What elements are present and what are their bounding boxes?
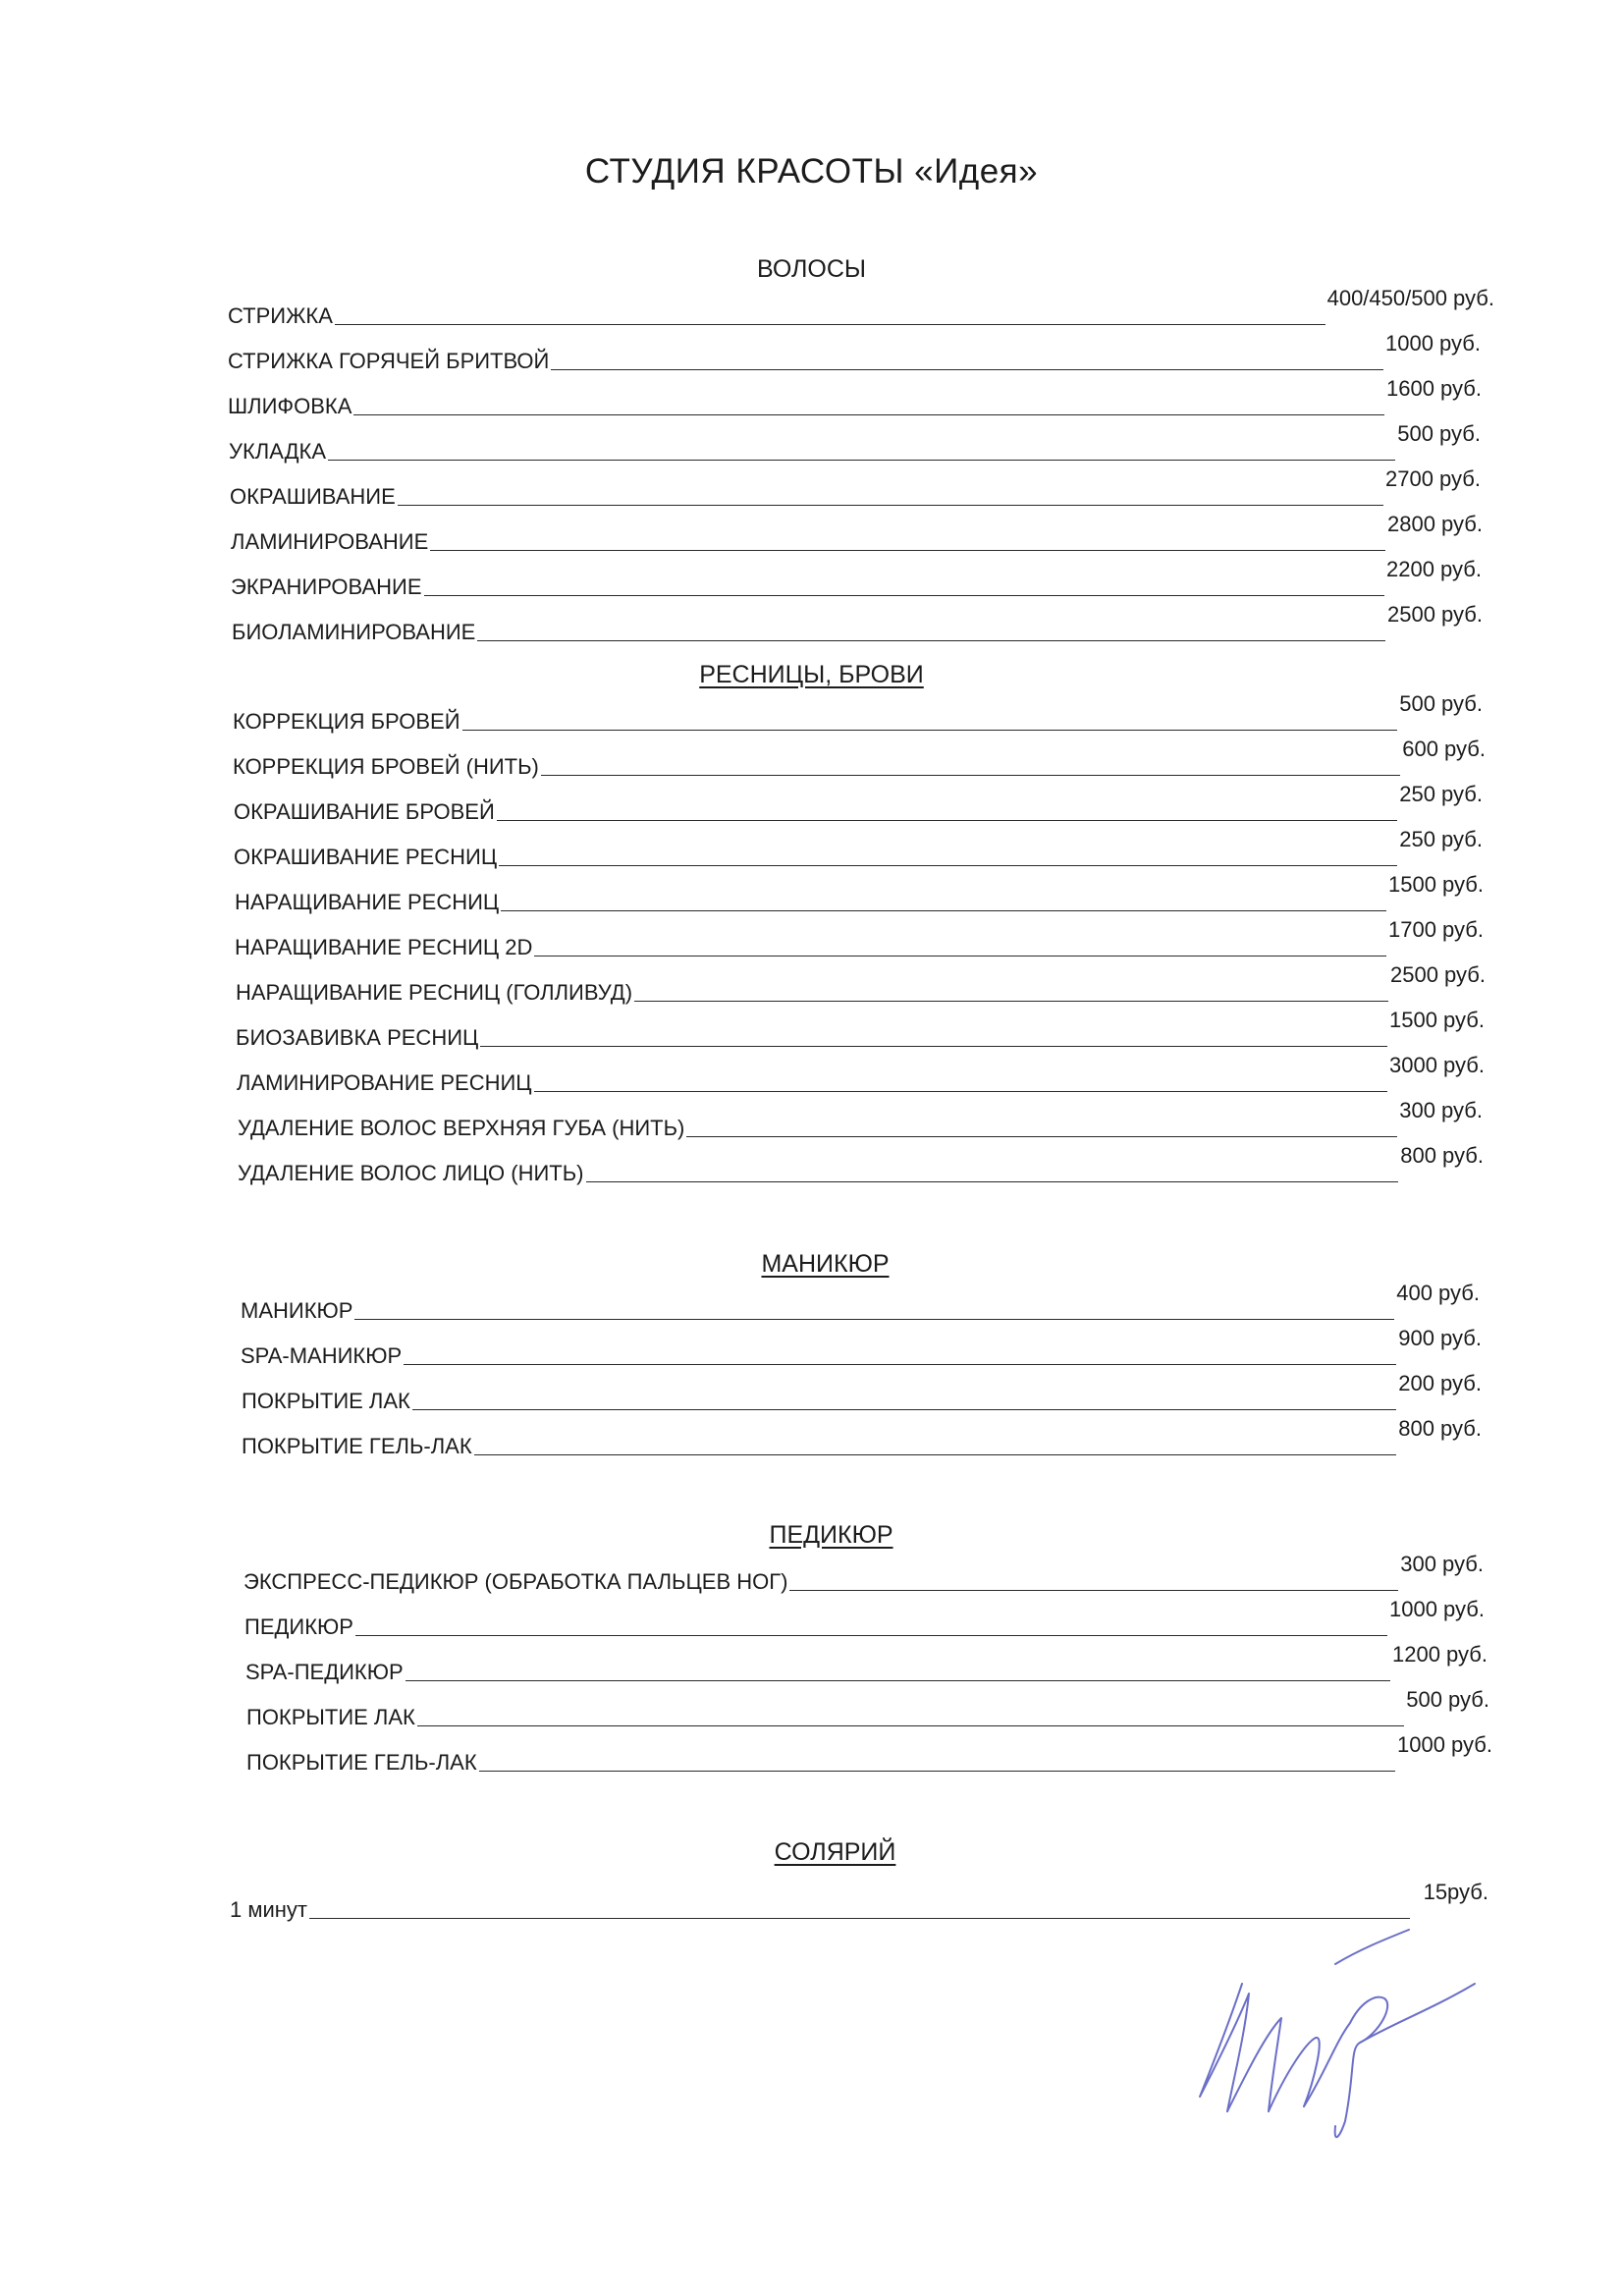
price-row [246, 1687, 1489, 1730]
service-name: ОКРАШИВАНИЕ БРОВЕЙ [234, 799, 495, 824]
price-row [233, 737, 1486, 780]
price-row [241, 1281, 1480, 1324]
leader-line [335, 324, 1325, 325]
signature-icon [1188, 1925, 1483, 2151]
service-name: ОКРАШИВАНИЕ [230, 484, 396, 509]
price-row [230, 466, 1481, 510]
section-heading-pedicure: ПЕДИКЮР [769, 1521, 893, 1549]
service-price: 2200 руб. [1385, 557, 1482, 581]
service-name: БИОЗАВИВКА РЕСНИЦ [236, 1025, 479, 1050]
service-name: МАНИКЮР [241, 1298, 353, 1323]
leader-line [789, 1590, 1398, 1591]
service-price: 1500 руб. [1388, 1008, 1485, 1032]
leader-line [406, 1680, 1390, 1681]
service-name: ПЕДИКЮР [244, 1614, 353, 1639]
price-row [234, 782, 1483, 825]
service-name: 1 минут [230, 1897, 307, 1922]
price-row [233, 691, 1483, 735]
price-row [246, 1732, 1492, 1776]
price-row [237, 1053, 1485, 1096]
section-heading-hair: ВОЛОСЫ [756, 255, 867, 283]
leader-line [328, 460, 1395, 461]
leader-line [501, 910, 1386, 911]
price-row [229, 421, 1481, 465]
leader-line [462, 730, 1398, 731]
service-name: ЛАМИНИРОВАНИЕ [231, 529, 429, 554]
service-name: УКЛАДКА [229, 439, 327, 464]
leader-line [534, 1091, 1387, 1092]
service-price: 1000 руб. [1384, 331, 1481, 355]
service-name: ЛАМИНИРОВАНИЕ РЕСНИЦ [237, 1070, 532, 1095]
price-row [245, 1642, 1488, 1685]
service-name: ПОКРЫТИЕ ГЕЛЬ-ЛАК [246, 1750, 477, 1775]
service-price: 1200 руб. [1391, 1642, 1488, 1667]
service-name: ОКРАШИВАНИЕ РЕСНИЦ [234, 845, 498, 869]
service-price: 200 руб. [1398, 1371, 1482, 1395]
service-price: 500 руб. [1397, 421, 1481, 446]
section-heading-solarium: СОЛЯРИЙ [774, 1838, 896, 1866]
leader-line [424, 595, 1384, 596]
service-price: 250 руб. [1399, 827, 1483, 851]
service-price: 15руб. [1423, 1880, 1488, 1904]
leader-line [474, 1454, 1397, 1455]
price-row [238, 1143, 1484, 1186]
service-price: 1500 руб. [1387, 872, 1484, 897]
service-price: 500 руб. [1399, 691, 1483, 716]
service-name: БИОЛАМИНИРОВАНИЕ [232, 620, 476, 644]
price-row [243, 1552, 1484, 1595]
service-price: 300 руб. [1399, 1098, 1483, 1122]
service-name: SPA-МАНИКЮР [241, 1343, 403, 1368]
leader-line [354, 1319, 1394, 1320]
price-row [228, 376, 1482, 419]
price-row [231, 557, 1482, 600]
service-price: 250 руб. [1399, 782, 1483, 806]
leader-line [477, 640, 1385, 641]
leader-line [541, 775, 1400, 776]
price-row [234, 827, 1483, 870]
service-price: 2800 руб. [1386, 512, 1483, 536]
service-name: КОРРЕКЦИЯ БРОВЕЙ (НИТЬ) [233, 754, 539, 779]
service-name: СТРИЖКА [228, 303, 333, 328]
price-row [235, 872, 1484, 915]
service-price: 1000 руб. [1388, 1597, 1485, 1621]
service-name: СТРИЖКА ГОРЯЧЕЙ БРИТВОЙ [228, 349, 550, 373]
leader-line [586, 1181, 1399, 1182]
service-name: НАРАЩИВАНИЕ РЕСНИЦ [235, 890, 500, 914]
leader-line [430, 550, 1385, 551]
service-price: 2500 руб. [1389, 962, 1486, 987]
price-row [232, 602, 1483, 645]
service-price: 300 руб. [1400, 1552, 1484, 1576]
service-name: УДАЛЕНИЕ ВОЛОС ВЕРХНЯЯ ГУБА (НИТЬ) [238, 1116, 685, 1140]
leader-line [398, 505, 1383, 506]
price-row [230, 1880, 1488, 1923]
price-row [244, 1597, 1485, 1640]
service-name: ЭКРАНИРОВАНИЕ [231, 574, 422, 599]
leader-line [412, 1409, 1396, 1410]
service-price: 1000 руб. [1396, 1732, 1492, 1757]
leader-line [309, 1918, 1410, 1919]
leader-line [353, 414, 1384, 415]
service-name: ПОКРЫТИЕ ЛАК [242, 1389, 410, 1413]
service-name: НАРАЩИВАНИЕ РЕСНИЦ (ГОЛЛИВУД) [236, 980, 633, 1005]
price-row [228, 286, 1494, 329]
service-name: ЭКСПРЕСС-ПЕДИКЮР (ОБРАБОТКА ПАЛЬЦЕВ НОГ) [243, 1569, 788, 1594]
service-name: ПОКРЫТИЕ ЛАК [246, 1705, 415, 1729]
service-price: 1600 руб. [1385, 376, 1482, 401]
service-name: SPA-ПЕДИКЮР [245, 1660, 404, 1684]
service-price: 800 руб. [1398, 1416, 1482, 1441]
leader-line [686, 1136, 1397, 1137]
price-row [236, 962, 1486, 1006]
price-row [228, 331, 1481, 374]
service-price: 1700 руб. [1387, 917, 1484, 942]
price-row [241, 1326, 1482, 1369]
service-price: 2700 руб. [1384, 466, 1481, 491]
leader-line [497, 820, 1397, 821]
service-name: КОРРЕКЦИЯ БРОВЕЙ [233, 709, 460, 734]
section-heading-lashes-brows: РЕСНИЦЫ, БРОВИ [699, 661, 924, 688]
price-row [242, 1371, 1482, 1414]
service-price: 400/450/500 руб. [1326, 286, 1494, 310]
leader-line [417, 1725, 1404, 1726]
leader-line [499, 865, 1397, 866]
leader-line [404, 1364, 1396, 1365]
service-name: ПОКРЫТИЕ ГЕЛЬ-ЛАК [242, 1434, 472, 1458]
page-title: СТУДИЯ КРАСОТЫ «Идея» [584, 152, 1039, 191]
leader-line [355, 1635, 1387, 1636]
service-price: 800 руб. [1400, 1143, 1484, 1168]
leader-line [534, 956, 1386, 957]
leader-line [551, 369, 1383, 370]
service-name: ШЛИФОВКА [228, 394, 352, 418]
leader-line [634, 1001, 1388, 1002]
service-name: УДАЛЕНИЕ ВОЛОС ЛИЦО (НИТЬ) [238, 1161, 584, 1185]
service-price: 400 руб. [1396, 1281, 1480, 1305]
leader-line [479, 1771, 1395, 1772]
price-row [235, 917, 1484, 960]
service-price: 2500 руб. [1386, 602, 1483, 627]
service-price: 600 руб. [1402, 737, 1486, 761]
leader-line [480, 1046, 1387, 1047]
price-row [231, 512, 1483, 555]
service-name: НАРАЩИВАНИЕ РЕСНИЦ 2D [235, 935, 533, 959]
service-price: 3000 руб. [1388, 1053, 1485, 1077]
price-row [236, 1008, 1485, 1051]
section-heading-manicure: МАНИКЮР [761, 1250, 890, 1278]
service-price: 500 руб. [1406, 1687, 1489, 1712]
price-row [238, 1098, 1483, 1141]
price-row [242, 1416, 1482, 1459]
service-price: 900 руб. [1398, 1326, 1482, 1350]
